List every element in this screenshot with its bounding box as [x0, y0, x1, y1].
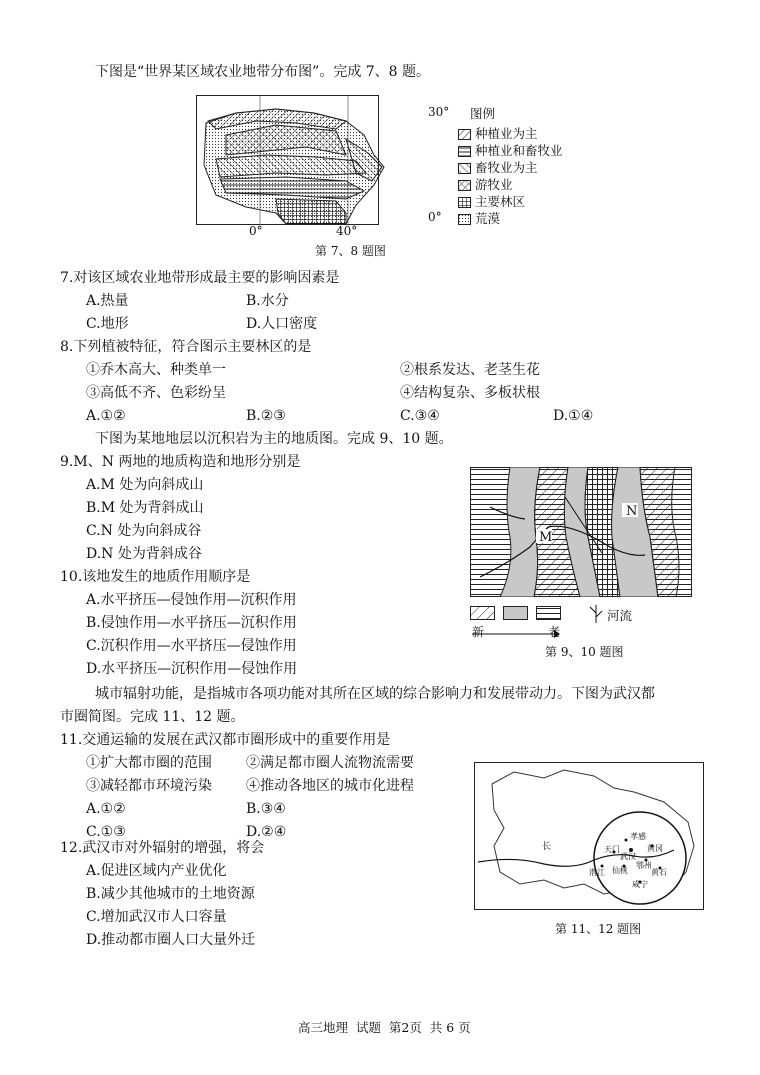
q8-statement-2: ②根系发达、老茎生花: [400, 362, 540, 378]
q11-option-b[interactable]: B.③④: [246, 801, 286, 817]
q9-option-b[interactable]: B.M 处为背斜成山: [86, 500, 204, 516]
q11-statement-4: ④推动各地区的城市化进程: [246, 778, 414, 794]
q10-option-a[interactable]: A.水平挤压—侵蚀作用—沉积作用: [86, 592, 297, 608]
legend-item-forest: 主要林区: [458, 192, 525, 210]
q11-option-a[interactable]: A.①②: [86, 801, 126, 817]
q8-option-a[interactable]: A.①②: [86, 408, 126, 424]
city-wuhan: 武汉: [620, 852, 636, 861]
q9-stem: 9.M、N 两地的地质构造和地形分别是: [60, 454, 301, 470]
q11-stem: 11.交通运输的发展在武汉都市圈形成中的重要作用是: [60, 732, 391, 748]
wuhan-metro-map: [474, 762, 704, 910]
q10-option-c[interactable]: C.沉积作用—水平挤压—侵蚀作用: [86, 638, 297, 654]
intro-9-10: 下图为某地地层以沉积岩为主的地质图。完成 9、10 题。: [95, 431, 453, 447]
legend-item-pastoral: 畜牧业为主: [458, 158, 538, 176]
city-ezhou: 鄂州: [636, 861, 652, 870]
legend-item-mixed: 种植业和畜牧业: [458, 141, 563, 159]
geo-legend-river: 河流: [607, 608, 633, 623]
q7-option-c[interactable]: C.地形: [86, 316, 129, 332]
city-tianmen: 天门: [604, 845, 620, 854]
legend-item-cultivation: 种植业为主: [458, 124, 538, 142]
q10-stem: 10.该地发生的地质作用顺序是: [60, 569, 251, 585]
q8-statement-3: ③高低不齐、色彩纷呈: [86, 385, 226, 401]
legend-item-desert: 荒漠: [458, 209, 500, 227]
river-label-chang: 长: [542, 842, 552, 852]
city-xiantao: 仙桃: [612, 866, 628, 875]
city-xiaogan: 孝感: [630, 832, 646, 841]
intro-11-12-line1: 城市辐射功能，是指城市各项功能对其所在区域的综合影响力和发展带动力。下图为武汉都: [95, 686, 655, 702]
q9-option-a[interactable]: A.M 处为向斜成山: [86, 477, 204, 493]
geo-legend-swatches: [470, 606, 562, 622]
agriculture-map: [196, 95, 432, 225]
geo-caption: 第 9、10 题图: [545, 645, 624, 659]
geo-label-m: M: [539, 530, 553, 545]
city-huangshi: 黄石: [651, 868, 667, 877]
map1-caption: 第 7、8 题图: [315, 244, 386, 258]
geo-legend-new: 新: [472, 625, 485, 639]
q12-option-a[interactable]: A.促进区域内产业优化: [86, 863, 227, 879]
q12-stem: 12.武汉市对外辐射的增强，将会: [60, 840, 265, 856]
city-xianning: 咸宁: [632, 880, 648, 889]
intro-7-8: 下图是“世界某区域农业地带分布图”。完成 7、8 题。: [95, 64, 431, 80]
q8-statement-4: ④结构复杂、多板状根: [400, 385, 540, 401]
q11-statement-3: ③减轻都市环境污染: [86, 778, 212, 794]
q8-statement-1: ①乔木高大、种类单一: [86, 362, 226, 378]
q7-stem: 7.对该区域农业地带形成最主要的影响因素是: [60, 270, 340, 286]
q8-option-b[interactable]: B.②③: [246, 408, 286, 424]
river-symbol-icon: [588, 603, 604, 623]
q12-option-b[interactable]: B.减少其他城市的土地资源: [86, 886, 255, 902]
lon-40-label: 40°: [336, 224, 358, 238]
geo-legend-old: 老: [548, 625, 561, 639]
geo-label-n: N: [626, 504, 638, 519]
city-huanggang: 黄冈: [647, 844, 663, 853]
q11-option-d[interactable]: D.②④: [246, 824, 287, 840]
intro-11-12-line2: 市圈简图。完成 11、12 题。: [60, 709, 245, 725]
lon-0-label: 0°: [249, 224, 263, 238]
q8-stem: 8.下列植被特征，符合图示主要林区的是: [60, 339, 312, 355]
geology-map: [470, 467, 692, 597]
legend-title: 图例: [470, 106, 496, 121]
page-footer: 高三地理 试题 第2页 共 6 页: [298, 1020, 471, 1035]
q11-option-c[interactable]: C.①③: [86, 824, 126, 840]
q10-option-b[interactable]: B.侵蚀作用—水平挤压—沉积作用: [86, 615, 297, 631]
city-qianjiang: 潜江: [589, 868, 605, 877]
wuhan-caption: 第 11、12 题图: [555, 922, 642, 936]
q12-option-c[interactable]: C.增加武汉市人口容量: [86, 909, 227, 925]
q12-option-d[interactable]: D.推动都市圈人口大量外迁: [86, 932, 256, 948]
legend-item-nomadic: 游牧业: [458, 175, 513, 193]
q7-option-d[interactable]: D.人口密度: [246, 316, 318, 332]
q10-option-d[interactable]: D.水平挤压—沉积作用—侵蚀作用: [86, 661, 298, 677]
q8-option-d[interactable]: D.①④: [553, 408, 594, 424]
q11-statement-2: ②满足都市圈人流物流需要: [246, 755, 414, 771]
lat-30-label: 30°: [428, 105, 450, 119]
q7-option-b[interactable]: B.水分: [246, 293, 289, 309]
q11-statement-1: ①扩大都市圈的范围: [86, 755, 212, 771]
q8-option-c[interactable]: C.③④: [400, 408, 440, 424]
q9-option-d[interactable]: D.N 处为背斜成谷: [86, 546, 202, 562]
lat-0-label: 0°: [428, 210, 442, 224]
q7-option-a[interactable]: A.热量: [86, 293, 129, 309]
q9-option-c[interactable]: C.N 处为向斜成谷: [86, 523, 202, 539]
